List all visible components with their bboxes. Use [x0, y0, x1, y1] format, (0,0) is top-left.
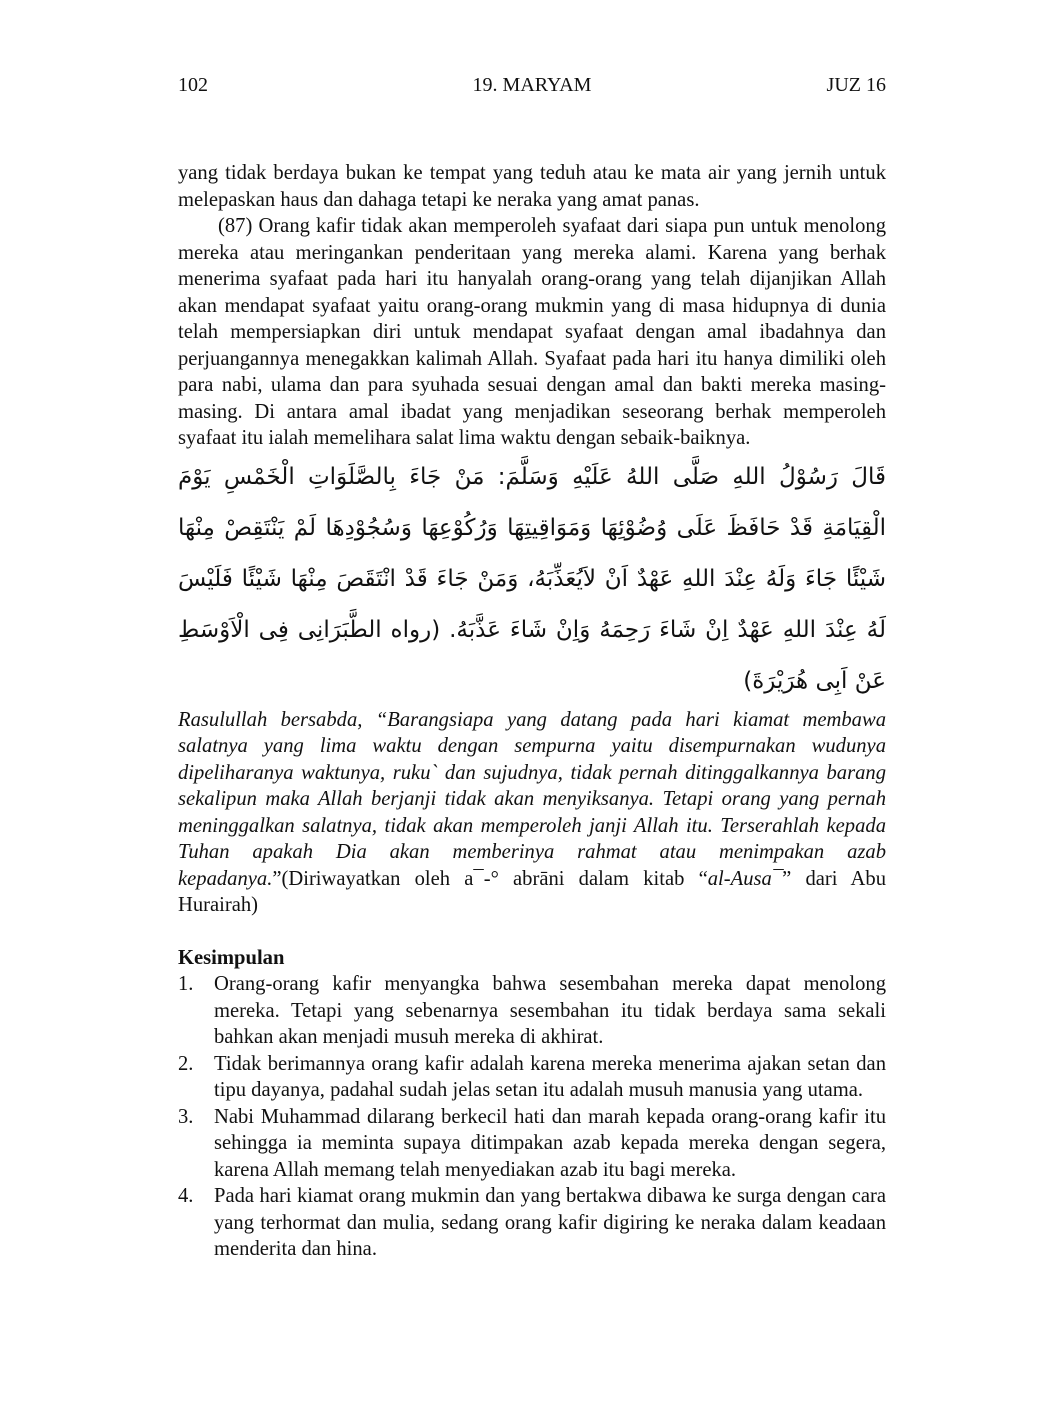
list-number: 4. — [178, 1185, 194, 1207]
list-item — [178, 1104, 886, 1184]
section-heading: Kesimpulan — [178, 946, 285, 969]
page-number: 102 — [178, 74, 208, 96]
list-item — [178, 1183, 886, 1263]
hadith-arabic: قَالَ رَسُوْلُ اللهِ صَلَّى اللهُ عَلَيْهِ وَسَلَّمَ: مَنْ جَاءَ بِالصَّلَوَاتِ الْخَمْسِ يَوْمَ الْقِيَامَةِ قَدْ حَافَظَ عَلَى وُضُوْئِهَا وَمَوَاقِيتِهَا وَرُكُوْعِهَا وَسُجُوْدِهَا لَمْ يَنْتَقِصْ مِنْهَا شَيْئًا جَاءَ وَلَهُ عِنْدَ اللهِ عَهْدٌ اَنْ لاَيُعَذِّبَهُ، وَمَنْ جَاءَ قَدْ انْتَقَصَ مِنْهَا شَيْئًا فَلَيْسَ لَهُ عِنْدَ اللهِ عَهْدٌ اِنْ شَاءَ رَحِمَهُ وَاِنْ شَاءَ عَذَّبَهُ. (رواه الطَّبَرَانِى فِى الْاَوْسَطِ عَنْ اَبِى هُرَيْرَةَ) — [178, 463, 886, 694]
list-text: Pada hari kiamat orang mukmin dan yang bertakwa dibawa ke surga dengan cara yang terhormat dan mulia, sedang orang kafir digiring ke neraka dalam keadaan menderita dan hina. — [214, 1185, 886, 1260]
list-number: 3. — [178, 1105, 194, 1128]
hadith-translation — [178, 707, 886, 919]
list-number: 1. — [178, 973, 194, 995]
body-text — [178, 160, 886, 1263]
source-text-end: ” dari Abu Hurairah) — [178, 867, 886, 916]
list-text: Orang-orang kafir menyangka bahwa sesembahan mereka dapat menolong mereka. Tetapi yang sebenarnya sesembahan itu tidak berdaya sama sekali bahkan akan menjadi musuh mereka di akhirat. — [214, 973, 886, 1048]
list-text: Nabi Muhammad dilarang berkecil hati dan marah kepada orang-orang kafir itu sehingga ia meminta supaya ditimpakan azab kepada mereka dengan segera, karena Allah memang telah menyediakan azab itu bagi mereka. — [214, 1105, 886, 1181]
source-book: al-Ausa¯ — [707, 867, 783, 890]
chapter-title: 19. MARYAM — [472, 74, 592, 96]
paragraph: yang tidak berdaya bukan ke tempat yang teduh atau ke mata air yang jernih untuk melepaskan haus dan dahaga tetapi ke neraka yang amat panas. — [178, 162, 886, 211]
list-item — [178, 971, 886, 1051]
juz-label: JUZ 16 — [826, 74, 886, 96]
list-text: Tidak berimannya orang kafir adalah karena mereka menerima ajakan setan dan tipu dayanya, padahal sudah jelas setan itu adalah musuh manusia yang utama. — [214, 1052, 886, 1101]
translation-text: Rasulullah bersabda, “Barangsiapa yang datang pada hari kiamat membawa salatnya yang lima waktu dengan sempurna yaitu disempurnakan wudunya dipeliharanya waktunya, ruku` dan sujudnya, tidak pernah ditinggalkannya barang sekalipun maka Allah berjanji tidak akan menyiksanya. Tetapi orang yang pernah meninggalkan salatnya, tidak akan memperoleh janji Allah itu. Terserahlah kepada Tuhan apakah Dia akan memberinya rahmat atau menimpakan azab kepadanya. — [178, 708, 886, 890]
paragraph: (87) Orang kafir tidak akan memperoleh syafaat dari siapa pun untuk menolong mereka atau meringankan penderitaan yang mereka alami. Karena yang berhak menerima syafaat pada hari itu hanyalah orang-orang yang telah dijanjikan Allah akan mendapat syafaat yaitu orang-orang mukmin yang di masa hidupnya di dunia telah mempersiapkan diri untuk mendapat syafaat dengan amal ibadahnya dan perjuangannya menegakkan kalimah Allah. Syafaat pada hari itu hanya dimiliki oleh para nabi, ulama dan para syuhada sesuai dengan amal dan bakti mereka masing-masing. Di antara amal ibadat yang menjadikan seseorang berhak memperoleh syafaat itu ialah memelihara salat lima waktu dengan sebaik-baiknya. — [178, 215, 886, 449]
page-header — [178, 74, 886, 102]
conclusion-list — [178, 971, 886, 1263]
source-text: ”(Diriwayatkan oleh a¯-° abrāni dalam kitab “ — [272, 867, 708, 890]
list-number: 2. — [178, 1052, 194, 1075]
list-item — [178, 1051, 886, 1104]
